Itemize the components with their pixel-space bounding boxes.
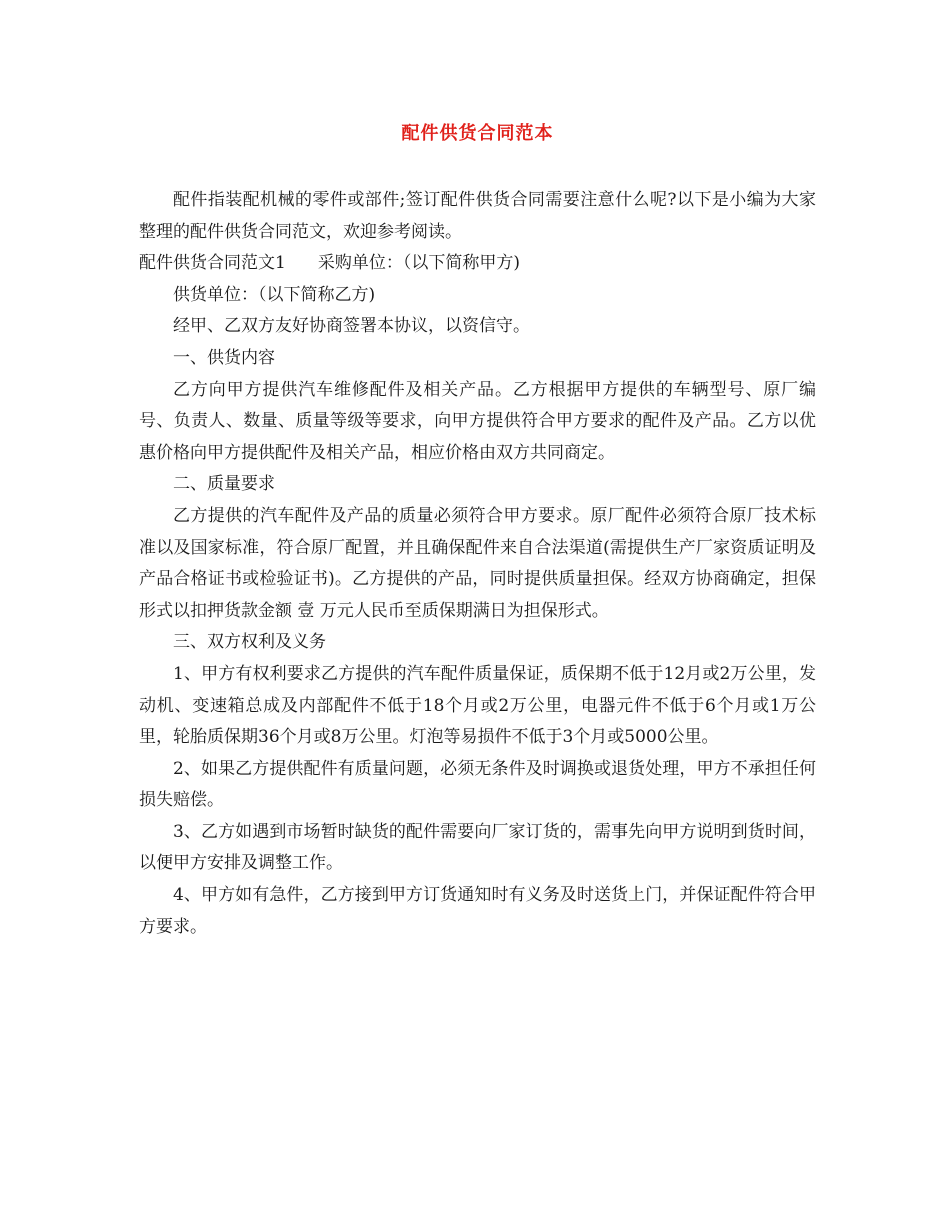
supplier-line: 供货单位：（以下简称乙方)	[173, 284, 376, 305]
section-2-text: 乙方提供的汽车配件及产品的质量必须符合甲方要求。原厂配件必须符合原厂技术标准以及国家标准，符合原厂配置，并且确保配件来自合法渠道(需提供生产厂家资质证明及产品合格证书或检验证书)。乙方提供的产品，同时提供质量担保。经双方协商确定，担保形式以扣押货款金额 壹 万元人民币至质保期满日为担保形式。	[139, 505, 816, 621]
document-title: 配件供货合同范本	[401, 123, 554, 144]
section-1-text: 乙方向甲方提供汽车维修配件及相关产品。乙方根据甲方提供的车辆型号、原厂编号、负责人、数量、质量等级等要求，向甲方提供符合甲方要求的配件及产品。乙方以优惠价格向甲方提供配件及相关产品，相应价格由双方共同商定。	[139, 379, 816, 463]
section-3-item-4: 4、甲方如有急件，乙方接到甲方订货通知时有义务及时送货上门，并保证配件符合甲方要求。	[139, 885, 816, 937]
document-body	[139, 185, 816, 943]
section-1-heading: 一、供货内容	[173, 347, 275, 368]
preamble-paragraph: 经甲、乙双方友好协商签署本协议，以资信守。	[173, 316, 530, 337]
sample-buyer-line	[139, 248, 816, 280]
section-2-heading: 二、质量要求	[173, 474, 275, 495]
buyer-line: 采购单位：（以下简称甲方)	[317, 253, 520, 274]
section-3-item-1: 1、甲方有权利要求乙方提供的汽车配件质量保证，质保期不低于12月或2万公里，发动机、变速箱总成及内部配件不低于18个月或2万公里，电器元件不低于6个月或1万公里，轮胎质保期36个月或8万公里。灯泡等易损件不低于3个月或5000公里。	[139, 663, 816, 748]
section-3-heading: 三、双方权利及义务	[173, 632, 326, 653]
intro-paragraph: 配件指装配机械的零件或部件;签订配件供货合同需要注意什么呢?以下是小编为大家整理的配件供货合同范文，欢迎参考阅读。	[139, 190, 816, 242]
sample-label: 配件供货合同范文1	[139, 253, 286, 274]
section-3-item-2: 2、如果乙方提供配件有质量问题，必须无条件及时调换或退货处理，甲方不承担任何损失赔偿。	[139, 758, 816, 811]
section-3-item-3: 3、乙方如遇到市场暂时缺货的配件需要向厂家订货的，需事先向甲方说明到货时间，以便甲方安排及调整工作。	[139, 821, 816, 874]
